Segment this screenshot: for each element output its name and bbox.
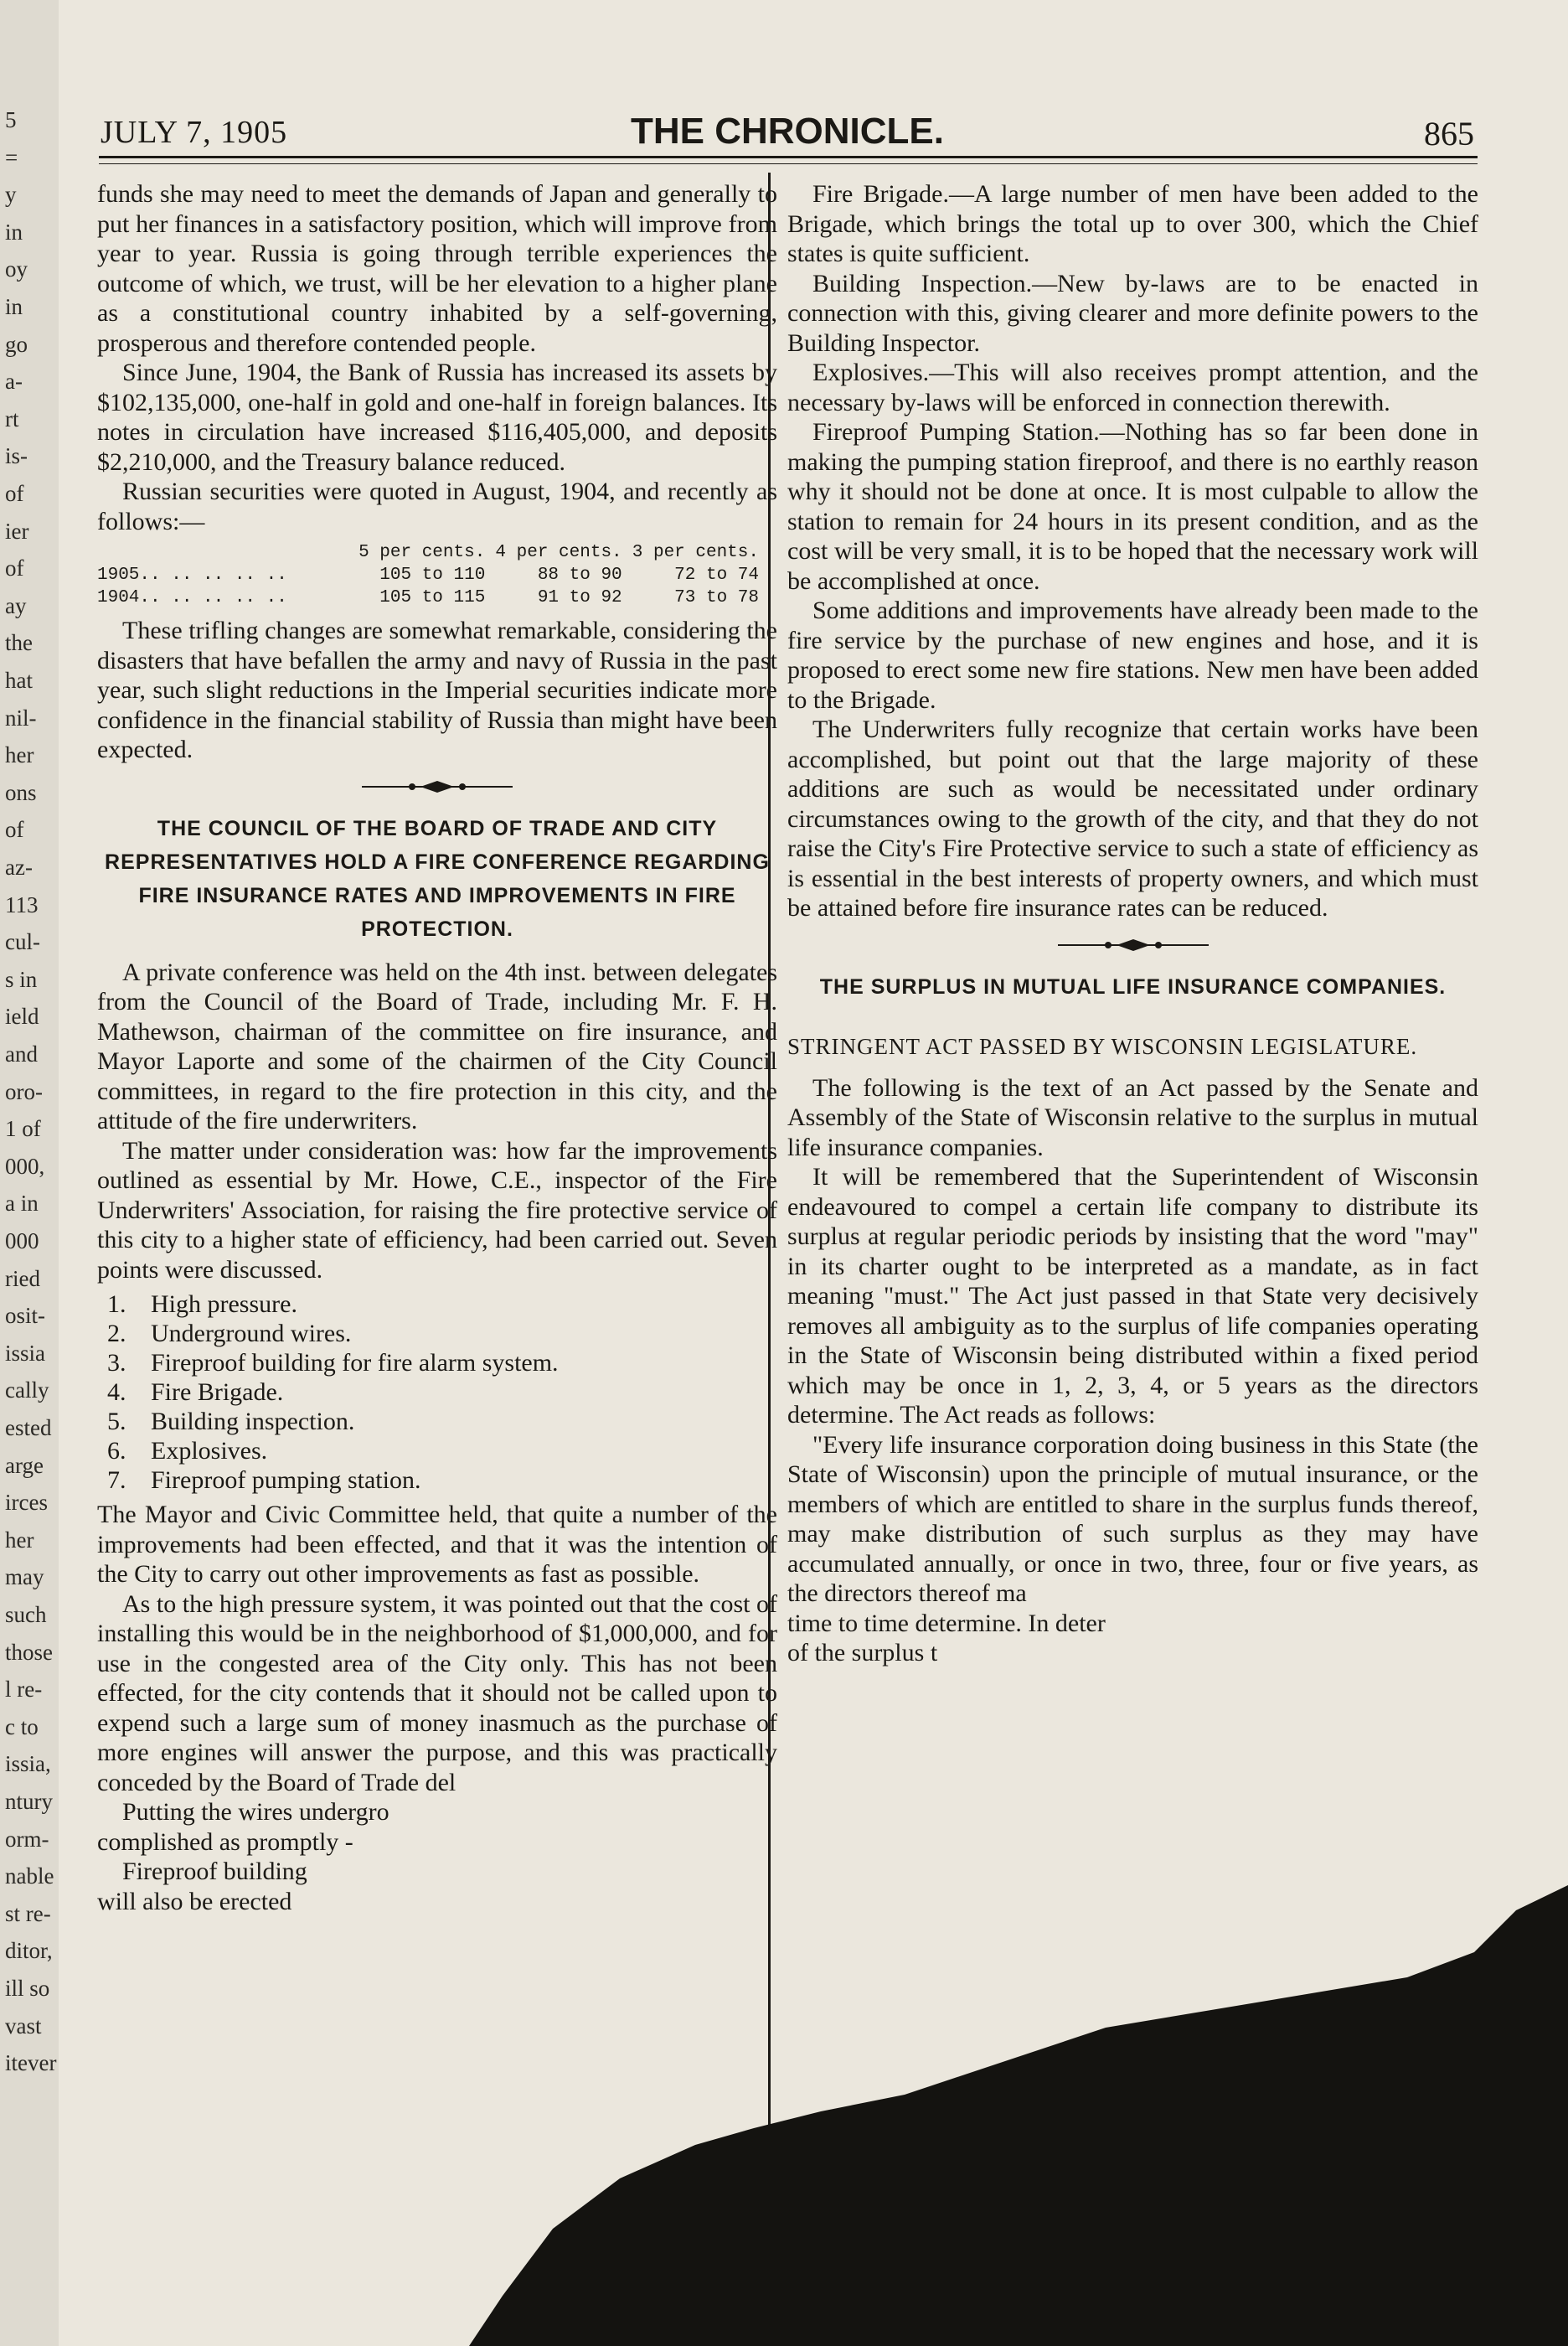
- securities-quotes-table: [97, 541, 759, 609]
- article-paragraph: Building Inspection.—New by-laws are to be enacted in connection with this, giving clearer and more definite powers to the Building Inspector.: [787, 269, 1478, 357]
- previous-page-fragment: nil-: [5, 705, 37, 731]
- previous-page-fragment: go: [5, 331, 28, 357]
- article-paragraph: The matter under consideration was: how far the improvements outlined as essential by Mr. Howe, C.E., inspector of the Fire Underwriters' Association, for raising the fire protective service of this city to a higher state of efficiency, had been carried out. Seven points were discussed.: [97, 1136, 777, 1284]
- article-subheading: STRINGENT ACT PASSED BY WISCONSIN LEGISLATURE.: [787, 1033, 1418, 1059]
- list-item: 5. Building inspection.: [107, 1408, 355, 1435]
- previous-page-fragment: az-: [5, 855, 33, 880]
- article-heading: THE COUNCIL OF THE BOARD OF TRADE AND CITY REPRESENTATIVES HOLD A FIRE CONFERENCE REGARDING FIRE INSURANCE RATES AND IMPROVEMENTS IN FIRE PROTECTION.: [105, 816, 770, 941]
- previous-page-fragment: ay: [5, 592, 27, 618]
- previous-page-fragment: hat: [5, 668, 33, 693]
- article-paragraph: Russian securities were quoted in August, 1904, and recently as follows:—: [97, 478, 777, 535]
- header-rule-thick: [99, 156, 1478, 158]
- table-cell: 105 to 115: [379, 588, 486, 607]
- issue-date: JULY 7, 1905: [101, 115, 288, 150]
- table-cell: 73 to 78: [674, 588, 759, 607]
- previous-page-fragment: osit-: [5, 1303, 46, 1329]
- previous-page-fragment: rt: [5, 406, 19, 431]
- list-item: 1. High pressure.: [107, 1290, 297, 1318]
- table-cell: 72 to 74: [674, 566, 759, 585]
- article-paragraph: A private conference was held on the 4th inst. between delegates from the Council of the Board of Trade, including Mr. F. H. Mathewson, chairman of the committee on fire insurance, and Mayor Laporte and some of the chairmen of the City Council committees, in regard to the fire protection in this city, and the attitude of the fire underwriters.: [97, 958, 777, 1134]
- previous-page-fragment: vast: [5, 2013, 42, 2039]
- previous-page-fragment: arge: [5, 1452, 44, 1478]
- article-paragraph: will also be erected: [97, 1887, 292, 1915]
- table-cell: 91 to 92: [537, 588, 622, 607]
- previous-page-fragment: irces: [5, 1490, 48, 1516]
- article-paragraph: time to time determine. In deter: [787, 1609, 1106, 1637]
- previous-page-fragment: ield: [5, 1004, 39, 1030]
- article-paragraph: Since June, 1904, the Bank of Russia has increased its assets by $102,135,000, one-half in gold and one-half in foreign balances. Its notes in circulation have increased $116,405,000, and deposits $2,210,000, and the Treasury balance reduced.: [97, 359, 777, 476]
- article-paragraph: The following is the text of an Act passed by the Senate and Assembly of the State of Wisconsin relative to the surplus in mutual life insurance companies.: [787, 1073, 1478, 1161]
- table-cell: 105 to 110: [379, 566, 486, 585]
- previous-page-fragment: and: [5, 1041, 38, 1067]
- previous-page-fragment: ested: [5, 1415, 52, 1440]
- section-ornament-icon: [1058, 938, 1209, 952]
- article-paragraph: As to the high pressure system, it was pointed out that the cost of installing this would be in the neighborhood of $1,000,000, and for use in the congested area of the City only. This has not been effected, for the city contends that it should not be called upon to expend such a large sum of money inasmuch as the purchase of more engines will answer the purpose, and this was practically conceded by the Board of Trade del: [97, 1589, 777, 1796]
- article-paragraph: Fireproof building: [122, 1858, 307, 1885]
- table-header-cell: 3 per cents.: [632, 543, 759, 562]
- previous-page-fragment: 113: [5, 891, 39, 917]
- previous-page-fragment: ditor,: [5, 1938, 53, 1964]
- table-cell: 88 to 90: [537, 566, 622, 585]
- list-item: 7. Fireproof pumping station.: [107, 1466, 421, 1494]
- left-column: [97, 179, 777, 1916]
- article-paragraph: Fire Brigade.—A large number of men have been added to the Brigade, which brings the total up to over 300, which the Chief states is quite sufficient.: [787, 180, 1478, 267]
- previous-page-fragment: orm-: [5, 1826, 49, 1852]
- table-cell: 1905.. .. .. .. ..: [97, 566, 287, 585]
- previous-page-fragment: of: [5, 555, 24, 581]
- previous-page-fragment: issia,: [5, 1751, 51, 1777]
- table-row: [97, 564, 759, 586]
- previous-page-fragment: issia: [5, 1340, 46, 1366]
- previous-page-fragment: ried: [5, 1265, 40, 1291]
- list-item: 3. Fireproof building for fire alarm system.: [107, 1349, 559, 1377]
- previous-page-fragment: y: [5, 182, 17, 208]
- previous-page-fragment: oro-: [5, 1078, 43, 1104]
- article-paragraph: These trifling changes are somewhat remarkable, considering the disasters that have befallen the army and navy of Russia in the past year, such slight reductions in the Imperial securities indicate more confidence in the financial stability of Russia than might have been expected.: [97, 617, 777, 763]
- previous-page-fragment: 5: [5, 107, 17, 132]
- list-item: 2. Underground wires.: [107, 1320, 352, 1347]
- previous-page-fragment: l re-: [5, 1677, 43, 1703]
- page-number: 865: [1424, 115, 1474, 152]
- previous-page-fragment: of: [5, 817, 24, 843]
- right-column: [787, 179, 1478, 1668]
- previous-page-fragment: 000,: [5, 1153, 45, 1179]
- article-paragraph: It will be remembered that the Superintendent of Wisconsin endeavoured to compel a certain life company to distribute its surplus at regular periodic periods by insisting that the word "may" in its charter ought to be interpreted as a mandate, as in fact meaning "must." The Act just passed in that State very decisively removes all ambiguity as to the surplus of life companies operating in the State of Wisconsin being distributed within a fixed period which may be once in 1, 2, 3, 4, or 5 years as the directors determine. The Act reads as follows:: [787, 1163, 1478, 1429]
- previous-page-fragment: in: [5, 219, 23, 245]
- previous-page-fragment: cul-: [5, 929, 40, 955]
- previous-page-fragment: 1 of: [5, 1116, 41, 1142]
- previous-page-fragment: a-: [5, 369, 23, 395]
- previous-page-fragment: a in: [5, 1191, 39, 1217]
- table-header-cell: 5 per cents.: [358, 543, 486, 562]
- article-paragraph: funds she may need to meet the demands of Japan and generally to put her finances in a satisfactory position, which will improve from year to year. Russia is going through terrible experiences the outcome of which, we trust, will be her elevation to a higher plane as a constitutional country inhabited by a self-governing, prosperous and therefore contended people.: [97, 180, 777, 357]
- previous-page-fragment: ier: [5, 518, 29, 544]
- previous-page-fragment: s in: [5, 966, 38, 992]
- previous-page-fragment: itever: [5, 2050, 57, 2076]
- previous-page-fragment: is-: [5, 443, 28, 469]
- previous-page-fragment: nable: [5, 1863, 54, 1889]
- table-cell: 1904.. .. .. .. ..: [97, 588, 287, 607]
- previous-page-fragment: her: [5, 1527, 34, 1553]
- previous-page-fragment: the: [5, 630, 33, 656]
- previous-page-fragment: in: [5, 294, 23, 319]
- previous-page-fragment: 000: [5, 1228, 39, 1253]
- previous-page-edge: [0, 0, 61, 2346]
- previous-page-fragment: c to: [5, 1713, 39, 1739]
- article-paragraph: "Every life insurance corporation doing business in this State (the State of Wisconsin) upon the principle of mutual insurance, or the members of which are entitled to share in the surplus funds thereof, may make distribution of such surplus as they may have accumulated annually, or once in two, three, four or five years, as the directors thereof ma: [787, 1430, 1478, 1607]
- discussion-points-list: [107, 1289, 777, 1495]
- article-heading: THE SURPLUS IN MUTUAL LIFE INSURANCE COMPANIES.: [819, 974, 1447, 999]
- table-header-cell: 4 per cents.: [495, 543, 622, 562]
- article-paragraph: complished as promptly -: [97, 1827, 353, 1856]
- article-paragraph: The Mayor and Civic Committee held, that quite a number of the improvements had been effected, and that it was the intention of the City to carry out other improvements as fast as possible.: [97, 1501, 777, 1588]
- running-head: [101, 107, 1474, 158]
- previous-page-fragment: cally: [5, 1377, 49, 1403]
- article-paragraph: Some additions and improvements have already been made to the fire service by the purchase of new engines and hose, and it is proposed to erect some new fire stations. New men have been added to the Brigade.: [787, 597, 1478, 714]
- previous-page-fragment: such: [5, 1602, 47, 1627]
- article-paragraph: The Underwriters fully recognize that certain works have been accomplished, but point out that the large majority of these additions are such as would be necessitated under ordinary circumstances owing to the growth of the city, and that they do not raise the City's Fire Protective service to such a state of efficiency as is essential in the best interests of property owners, and which must be attained before fire insurance rates can be reduced.: [787, 716, 1478, 922]
- section-ornament-icon: [362, 780, 513, 793]
- article-paragraph: Explosives.—This will also receives prompt attention, and the necessary by-laws will be enforced in connection therewith.: [787, 359, 1478, 416]
- previous-page-fragment: ntury: [5, 1789, 53, 1814]
- list-item: 4. Fire Brigade.: [107, 1378, 284, 1406]
- previous-page-fragment: =: [5, 144, 18, 170]
- previous-page-fragment: ons: [5, 779, 37, 805]
- table-header-row: [97, 541, 759, 564]
- previous-page-fragment: of: [5, 481, 24, 506]
- previous-page-fragment: ill so: [5, 1976, 50, 2001]
- header-rule-thin: [99, 163, 1478, 164]
- table-row: [97, 586, 759, 609]
- previous-page-fragment: oy: [5, 256, 28, 282]
- previous-page-fragment: st re-: [5, 1900, 51, 1926]
- list-item: 6. Explosives.: [107, 1437, 268, 1465]
- previous-page-fragment: those: [5, 1639, 53, 1665]
- article-paragraph: Fireproof Pumping Station.—Nothing has so far been done in making the pumping station fireproof, and there is no earthly reason why it should not be done at once. It is most culpable to allow the station to remain for 24 hours in its present condition, and as the cost will be very small, it is to be hoped that the necessary work will be accomplished at once.: [787, 418, 1478, 595]
- previous-page-fragment: her: [5, 742, 34, 768]
- publication-title: THE CHRONICLE.: [631, 111, 944, 152]
- article-paragraph: Putting the wires undergro: [122, 1798, 389, 1826]
- article-paragraph: of the surplus t: [787, 1639, 938, 1666]
- table-header-cell: [97, 541, 348, 564]
- previous-page-fragment: may: [5, 1564, 44, 1590]
